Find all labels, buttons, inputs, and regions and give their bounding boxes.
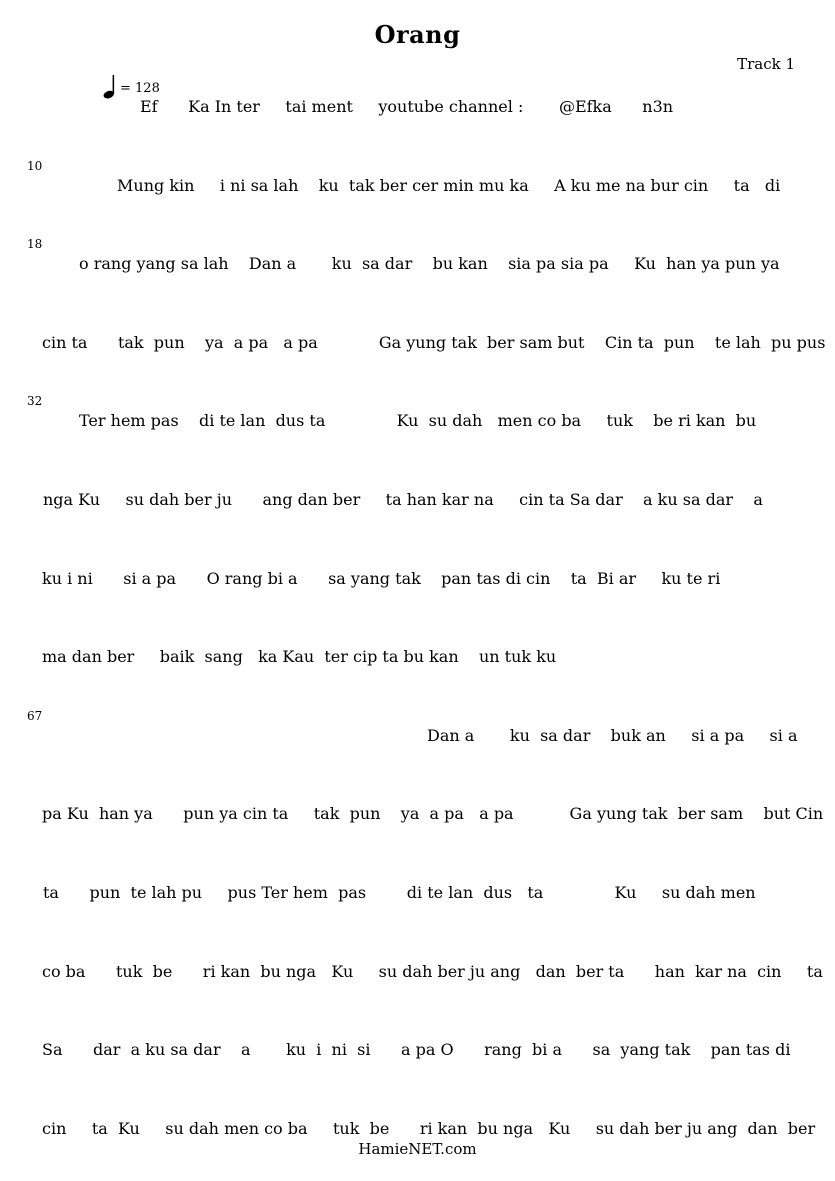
- lyric-line-text: Dan a ku sa dar buk an si a pa si a: [427, 725, 798, 745]
- lyric-line-text: co ba tuk be ri kan bu nga Ku su dah ber ju ang dan ber ta han kar na cin ta: [42, 961, 823, 981]
- lyric-row: [0, 97, 835, 176]
- lyric-line-text: ku i ni si a pa O rang bi a sa yang tak pan tas di cin ta Bi ar ku te ri: [42, 568, 721, 588]
- measure-number: 67: [27, 708, 43, 723]
- lyric-row: [0, 1040, 835, 1119]
- lyric-row: [0, 804, 835, 883]
- lyric-line-text: Mung kin i ni sa lah ku tak ber cer min mu ka A ku me na bur cin ta di: [117, 175, 781, 195]
- lyric-row: [0, 490, 835, 569]
- lyric-row: [0, 158, 835, 255]
- page-title: Orang: [374, 20, 461, 49]
- measure-number: 18: [27, 237, 43, 252]
- measure-number: 32: [27, 394, 43, 409]
- lyric-row: [0, 708, 835, 805]
- lyric-row: [0, 333, 835, 412]
- lyric-line-text: Ef Ka In ter tai ment youtube channel : @Efka n3n: [140, 97, 674, 116]
- lyric-line-text: nga Ku su dah ber ju ang dan ber ta han kar na cin ta Sa dar a ku sa dar a: [43, 489, 763, 509]
- tempo-value: = 128: [120, 81, 160, 96]
- lyric-line-text: cin ta Ku su dah men co ba tuk be ri kan bu nga Ku su dah ber ju ang dan ber: [42, 1118, 816, 1138]
- lyric-line-text: pa Ku han ya pun ya cin ta tak pun ya a pa a pa Ga yung tak ber sam but Cin: [42, 804, 824, 824]
- lyric-row: [0, 394, 835, 490]
- lyric-line-text: o rang yang sa lah Dan a ku sa dar bu kan sia pa sia pa Ku han ya pun ya: [79, 254, 780, 274]
- lyric-row: [0, 962, 835, 1041]
- lyric-row: [0, 883, 835, 962]
- footer-site-label: HamieNET.com: [358, 1140, 477, 1158]
- lyric-row: [0, 647, 835, 726]
- lyrics-lines: [0, 97, 835, 1181]
- lyric-line-text: ta pun te lah pu pus Ter hem pas di te lan dus ta Ku su dah men: [43, 882, 756, 902]
- lyric-row: [0, 569, 835, 648]
- lyric-line-text: cin ta tak pun ya a pa a pa Ga yung tak ber sam but Cin ta pun te lah pu pus: [42, 332, 826, 352]
- measure-number: 10: [27, 158, 43, 173]
- lyric-line-text: Sa dar a ku sa dar a ku i ni si a pa O rang bi a sa yang tak pan tas di: [42, 1040, 791, 1060]
- track-label: Track 1: [737, 55, 795, 73]
- lyric-row: [0, 237, 835, 333]
- lyric-line-text: Ter hem pas di te lan dus ta Ku su dah men co ba tuk be ri kan bu: [79, 411, 757, 431]
- lyric-line-text: ma dan ber baik sang ka Kau ter cip ta bu kan un tuk ku: [42, 647, 557, 667]
